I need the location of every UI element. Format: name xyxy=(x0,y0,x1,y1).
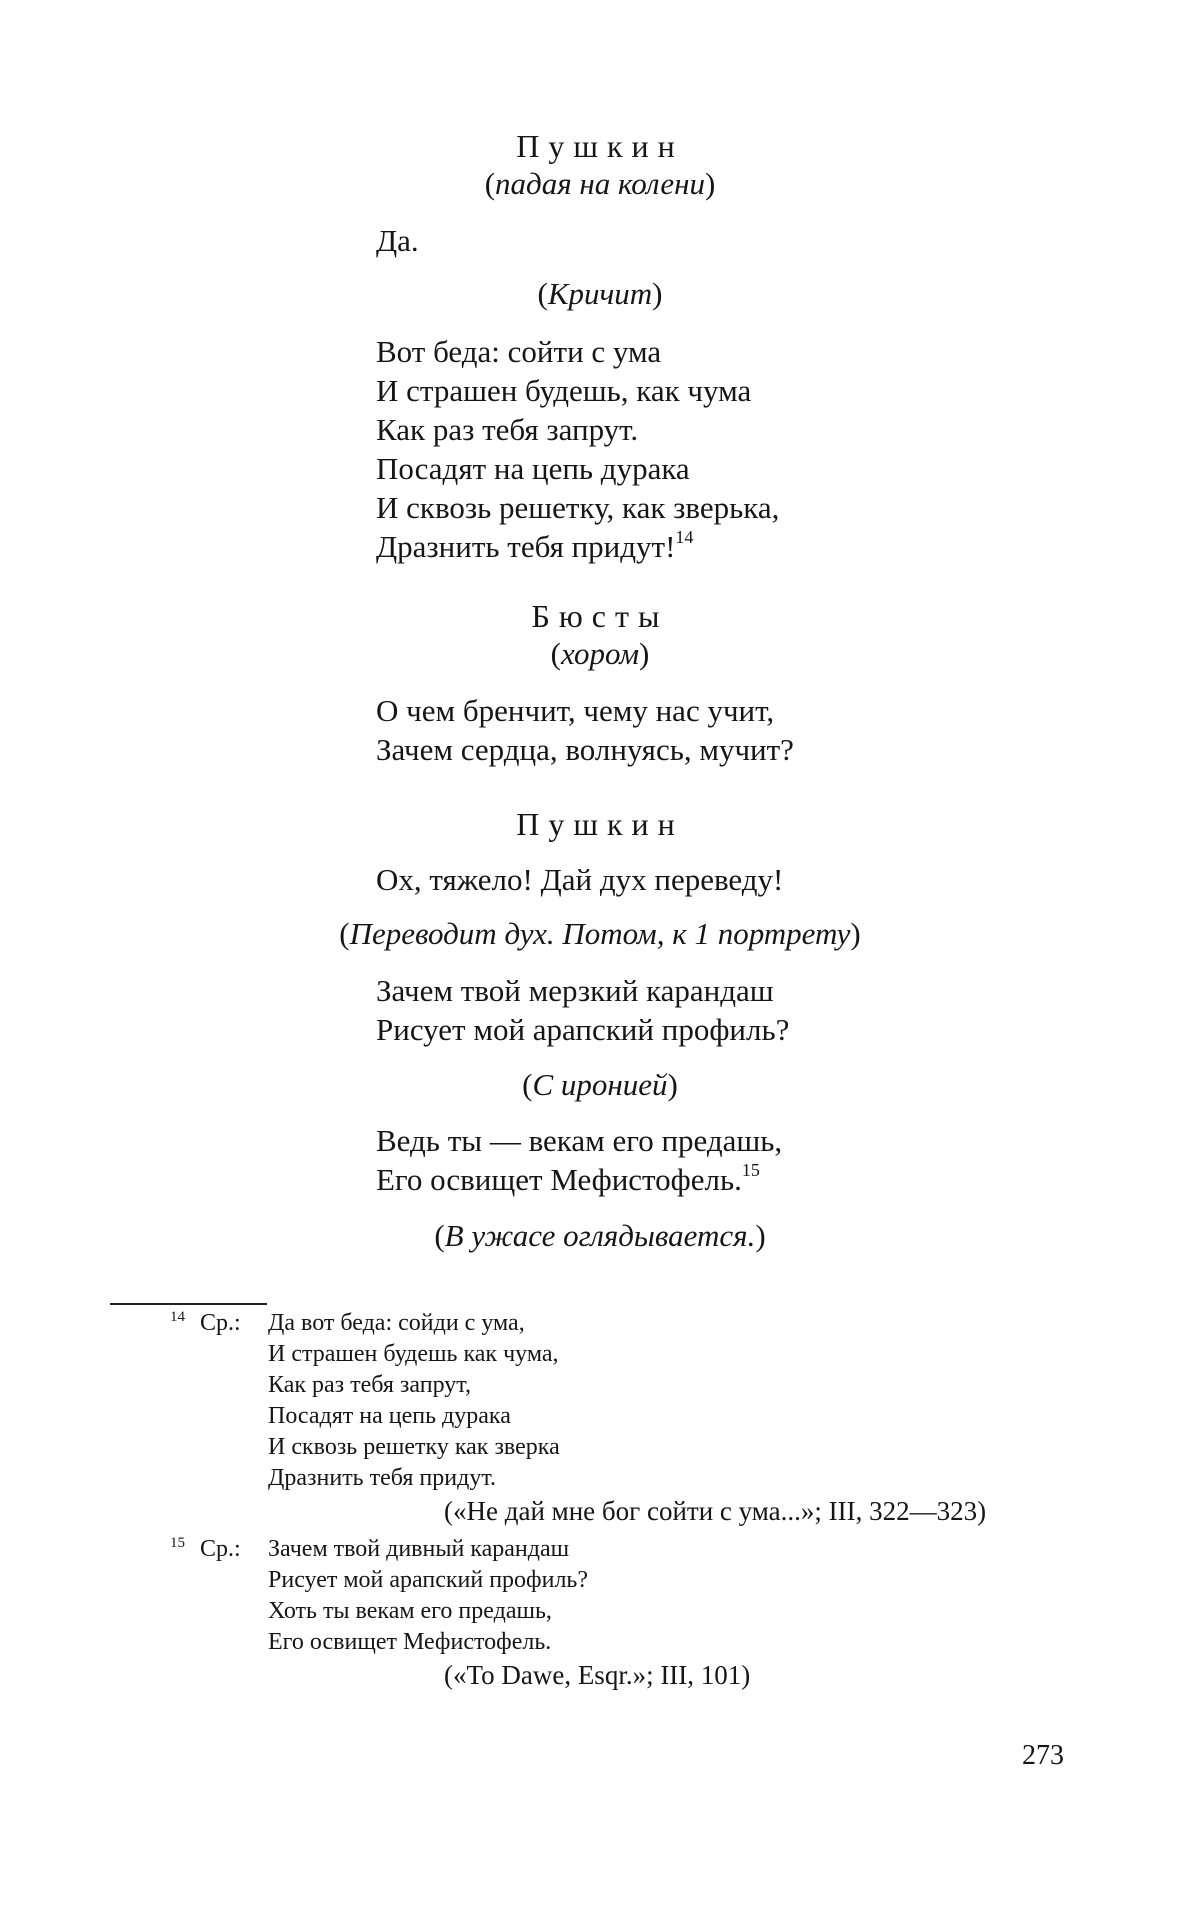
stage-direction-krichit: (Кричит) xyxy=(537,276,663,311)
verse-line: Рисует мой арапский профиль? xyxy=(376,1012,790,1047)
speaker-pushkin: Пушкин xyxy=(516,128,684,164)
verse-okh xyxy=(376,860,1136,899)
verse-line: Да. xyxy=(376,223,419,258)
speaker-busty: Бюсты xyxy=(531,598,669,634)
footnote-line: Зачем твой дивный карандаш xyxy=(268,1536,570,1562)
footnote-quote xyxy=(268,1308,560,1494)
verse-line: И страшен будешь, как чума xyxy=(376,373,752,408)
verse-line: Вот беда: сойти с ума xyxy=(376,334,662,369)
footnote-line: И сквозь решетку как зверка xyxy=(268,1434,560,1460)
footnote-number: 14 xyxy=(170,1309,185,1325)
footnote-line: Как раз тебя запрут, xyxy=(268,1372,471,1398)
verse-line: Ох, тяжело! Дай дух переведу! xyxy=(376,862,784,897)
verse-line xyxy=(376,1160,1136,1199)
footnote-source: («To Dawe, Esqr.»; III, 101) xyxy=(444,1660,751,1690)
verse-line: Ведь ты — векам его предашь, xyxy=(376,1123,783,1158)
footnote-ref-15[interactable]: 15 xyxy=(741,1160,760,1180)
verse-line xyxy=(376,527,1136,566)
stage-direction-uzhase: (В ужасе оглядывается.) xyxy=(434,1218,766,1253)
stage-direction-perevodit: (Переводит дух. Потом, к 1 портрету) xyxy=(339,916,861,951)
footnote-line: И страшен будешь как чума, xyxy=(268,1341,559,1367)
verse-line: О чем бренчит, чему нас учит, xyxy=(376,693,775,728)
footnote-line: Посадят на цепь дурака xyxy=(268,1403,511,1429)
verse-beda xyxy=(376,332,1136,566)
verse-line: Зачем твой мерзкий карандаш xyxy=(376,973,774,1008)
footnote-separator xyxy=(110,1303,267,1305)
stage-direction-text: В ужасе оглядывается. xyxy=(444,1218,756,1253)
footnote-source: («Не дай мне бог сойти с ума...»; III, 322—323) xyxy=(444,1496,987,1526)
verse-line-text: Его освищет Мефистофель. xyxy=(376,1162,742,1197)
verse-ved xyxy=(376,1121,1136,1199)
stage-direction-text: Переводит дух. Потом, к 1 портрету xyxy=(349,916,851,951)
verse-line: Как раз тебя запрут. xyxy=(376,412,639,447)
footnote-line: Рисует мой арапский профиль? xyxy=(268,1567,589,1593)
verse-line: Посадят на цепь дурака xyxy=(376,451,690,486)
page-number: 273 xyxy=(1022,1740,1064,1771)
verse-line-text: Дразнить тебя придут! xyxy=(376,529,676,564)
verse-busty xyxy=(376,691,1136,769)
footnote-cf-label: Ср.: xyxy=(200,1310,241,1336)
stage-direction-text: Кричит xyxy=(547,276,653,311)
stage-direction-padaya: (падая на колени) xyxy=(484,166,716,201)
footnote-number: 15 xyxy=(170,1535,185,1551)
footnote-ref-14[interactable]: 14 xyxy=(675,527,694,547)
stage-direction-text: падая на колени xyxy=(495,166,705,201)
stage-direction-ironiei: (С иронией) xyxy=(522,1067,678,1102)
footnote-quote xyxy=(268,1534,588,1658)
footnote-line: Дразнить тебя придут. xyxy=(268,1465,496,1491)
stage-direction-khorom: (хором) xyxy=(550,636,650,671)
stage-direction-text: С иронией xyxy=(532,1067,668,1102)
footnote-line: Хоть ты векам его предашь, xyxy=(268,1598,552,1624)
verse-da xyxy=(376,221,1136,260)
verse-line: И сквозь решетку, как зверька, xyxy=(376,490,780,525)
footnote-cf-label: Ср.: xyxy=(200,1536,241,1562)
stage-direction-text: хором xyxy=(560,636,640,671)
footnote-line: Его освищет Мефистофель. xyxy=(268,1629,552,1655)
verse-zachem xyxy=(376,971,1136,1049)
footnote-line: Да вот беда: сойди с ума, xyxy=(268,1310,525,1336)
speaker-pushkin: Пушкин xyxy=(516,806,684,842)
verse-line: Зачем сердца, волнуясь, мучит? xyxy=(376,732,794,767)
